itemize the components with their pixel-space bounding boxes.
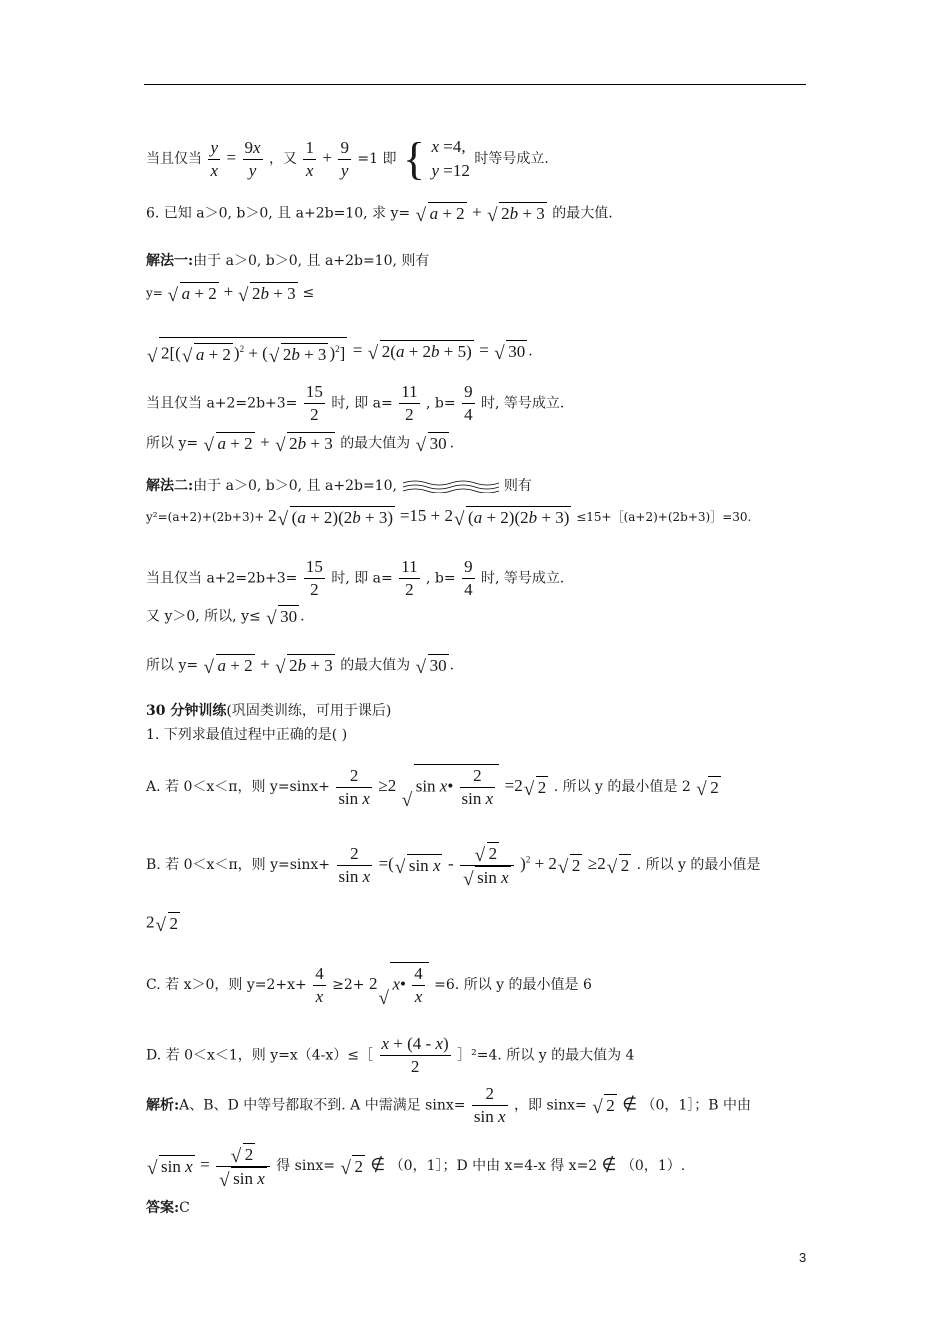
solution-1-inequality: √ 2[(√ a + 2 )$^2$ + (√ 2b + 3 )$^2$] = √ 2(a + 2b + 5) = √ 30 . xyxy=(146,337,533,366)
sqrt: √ a + 2 xyxy=(204,432,255,455)
fraction: $\frac{15}{2}$ xyxy=(305,557,323,599)
fraction: $\frac{9}{4}$ xyxy=(464,557,473,599)
sqrt: √ 2[(√ a + 2 )$^2$ + (√ 2b + 3 )$^2$] xyxy=(147,337,347,366)
section-title: 30 分钟训练 xyxy=(146,703,227,719)
sqrt: √ 2 xyxy=(607,854,632,877)
sqrt: √ a + 2 xyxy=(168,282,219,305)
fraction: $\frac{2}{\text{sin x}}$ xyxy=(338,843,371,886)
option-c: C. 若 x＞0，则 y=2+x+ $\frac{4}{x}$ ≥2+ 2√ x• $\frac{4}{x}$ =6. 所以 y 的最小值是 6 xyxy=(146,962,592,1008)
fraction: $\frac{2}{\text{sin x}}$ xyxy=(338,765,370,808)
fraction: $\frac{9}{4}$ xyxy=(464,382,473,424)
option-a: A. 若 0＜x＜π，则 y=sinx+ $\frac{2}{\text{sin x}}$ ≥2 √ sin x• $\frac{2}{\text{sin x}}$ =2√ 2 . 所以 y 的最小值是 2 √ 2 xyxy=(146,764,722,810)
sqrt: √ (a + 2)(2b + 3) xyxy=(278,506,395,529)
sqrt: √ (a + 2)(2b + 3) xyxy=(454,506,571,529)
fraction: $\frac{2}{\text{sin x}}$ xyxy=(473,1084,506,1126)
sqrt: √ 2b + 3 xyxy=(487,202,547,225)
option-b: B. 若 0＜x＜π，则 y=sinx+ $\frac{2}{\text{sin x}}$ =(√ sin x - √ 2 √ sin x )$^2$ + 2√ 2 ≥2√ 2 . 所以 y 的最小值是 xyxy=(146,841,760,889)
problem-1-stem: 1. 下列求最值过程中正确的是( ) xyxy=(146,727,348,743)
sqrt: √ sin x• $\frac{2}{\text{sin x}}$ xyxy=(402,764,499,810)
solution-2-bound: 又 y＞0, 所以, y≤ √ 30 . xyxy=(146,605,305,628)
solution-2-heading: 解法二: xyxy=(146,478,194,494)
fraction: $\frac{x + (4 - x)}{2}$ xyxy=(381,1034,449,1076)
solution-2-expr: y²=(a+2)+(2b+3)+ 2√ (a + 2)(2b + 3) =15 + 2√ (a + 2)(2b + 3) ≤15+［(a+2)+(2b+3)］=30. xyxy=(146,506,751,529)
sqrt: √ 2b + 3 xyxy=(238,282,298,305)
equation-system: x =4, y =12 xyxy=(431,137,470,180)
solution-2-condition: 当且仅当 a+2=2b+3= $\frac{15}{2}$ 时, 即 a= $\frac{11}{2}$ , b= $\frac{9}{4}$ 时, 等号成立. xyxy=(146,557,565,599)
section-header: 30 分钟训练(巩固类训练，可用于课后) xyxy=(146,703,392,719)
answer-heading: 答案: xyxy=(146,1200,180,1216)
sqrt: √ 2b + 3 xyxy=(275,432,335,455)
sqrt: √ 30 xyxy=(266,605,299,628)
problem-6: 6. 已知 a＞0, b＞0, 且 a+2b=10, 求 y= √ a + 2 + √ 2b + 3 的最大值. xyxy=(146,202,613,225)
answer-value: C xyxy=(179,1200,190,1216)
sqrt: √ a + 2 xyxy=(204,654,255,677)
fraction: $\frac{15}{2}$ xyxy=(305,382,323,424)
wavy-underline-mark xyxy=(401,479,499,493)
answer-line xyxy=(146,1198,190,1218)
option-d: D. 若 0＜x＜1，则 y=x（4-x）≤［ $\frac{x + (4 - x)}{2}$ ］²=4. 所以 y 的最大值为 4 xyxy=(146,1034,635,1076)
fraction: √ 2 √ sin x xyxy=(216,1142,270,1190)
sqrt: √ 30 xyxy=(416,432,449,455)
solution-1-condition: 当且仅当 a+2=2b+3= $\frac{15}{2}$ 时, 即 a= $\frac{11}{2}$ , b= $\frac{9}{4}$ 时, 等号成立. xyxy=(146,382,565,424)
solution-1-conclusion: 所以 y= √ a + 2 + √ 2b + 3 的最大值为 √ 30 . xyxy=(146,432,454,455)
sqrt: √ 2 xyxy=(524,776,549,799)
solution-1-expr: y= √ a + 2 + √ 2b + 3 ≤ xyxy=(146,282,314,305)
sqrt: √ a + 2 xyxy=(416,202,467,225)
fraction: $\frac{11}{2}$ xyxy=(401,557,418,599)
equality-condition-line: 当且仅当 $\frac{y}{x}$ = $\frac{9x}{y}$ ，又 $\frac{1}{x}$ + $\frac{9}{y}$ =1 即 { x =4, y =12 时等号成立. xyxy=(146,133,549,184)
fraction: $\frac{y}{x}$ xyxy=(210,137,218,180)
sqrt: √ sin x xyxy=(395,854,443,877)
analysis-line-2: √ sin x = √ 2 √ sin x 得 sinx= √ 2 ∉ （0，1］；D 中由 x=4-x 得 x=2 ∉ （0，1）. xyxy=(146,1142,685,1190)
fraction: √ 2 √ sin x xyxy=(460,841,514,889)
option-b-value: 2√ 2 xyxy=(146,912,181,935)
sqrt: √ 2 xyxy=(156,912,181,935)
fraction: $\frac{11}{2}$ xyxy=(401,382,418,424)
sqrt: √ sin x xyxy=(147,1155,195,1178)
analysis-line-1: 解析:A、B、D 中等号都取不到. A 中需满足 sinx= $\frac{2}{\text{sin x}}$ ，即 sinx= √ 2 ∉ （0，1］；B 中由 xyxy=(146,1083,751,1128)
header-rule xyxy=(144,84,806,85)
sqrt: √ 2 xyxy=(592,1094,617,1117)
sqrt: √ 30 xyxy=(416,654,449,677)
sqrt: √ 2 xyxy=(340,1155,365,1178)
solution-2-conclusion: 所以 y= √ a + 2 + √ 2b + 3 的最大值为 √ 30 . xyxy=(146,654,454,677)
analysis-heading: 解析: xyxy=(146,1097,180,1114)
solution-1-heading: 解法一: xyxy=(146,253,194,269)
sqrt: √ 30 xyxy=(494,340,527,363)
solution-1-intro: 解法一:由于 a＞0, b＞0, 且 a+2b=10, 则有 xyxy=(146,253,430,269)
solution-2-intro: 解法二:由于 a＞0, b＞0, 且 a+2b=10, 则有 xyxy=(146,478,532,494)
sqrt: √ 2b + 3 xyxy=(275,654,335,677)
fraction: $\frac{9}{y}$ xyxy=(340,137,349,180)
sqrt: √ 2 xyxy=(558,854,583,877)
sqrt: √ x• $\frac{4}{x}$ xyxy=(378,962,428,1008)
fraction: $\frac{1}{x}$ xyxy=(305,137,314,180)
sqrt: √ 2 xyxy=(696,776,721,799)
sqrt: √ 2(a + 2b + 5) xyxy=(368,340,474,363)
fraction: $\frac{9x}{y}$ xyxy=(244,137,261,180)
page-number: 3 xyxy=(799,1250,807,1265)
system-brace: { xyxy=(402,133,426,184)
fraction: $\frac{4}{x}$ xyxy=(315,963,324,1006)
